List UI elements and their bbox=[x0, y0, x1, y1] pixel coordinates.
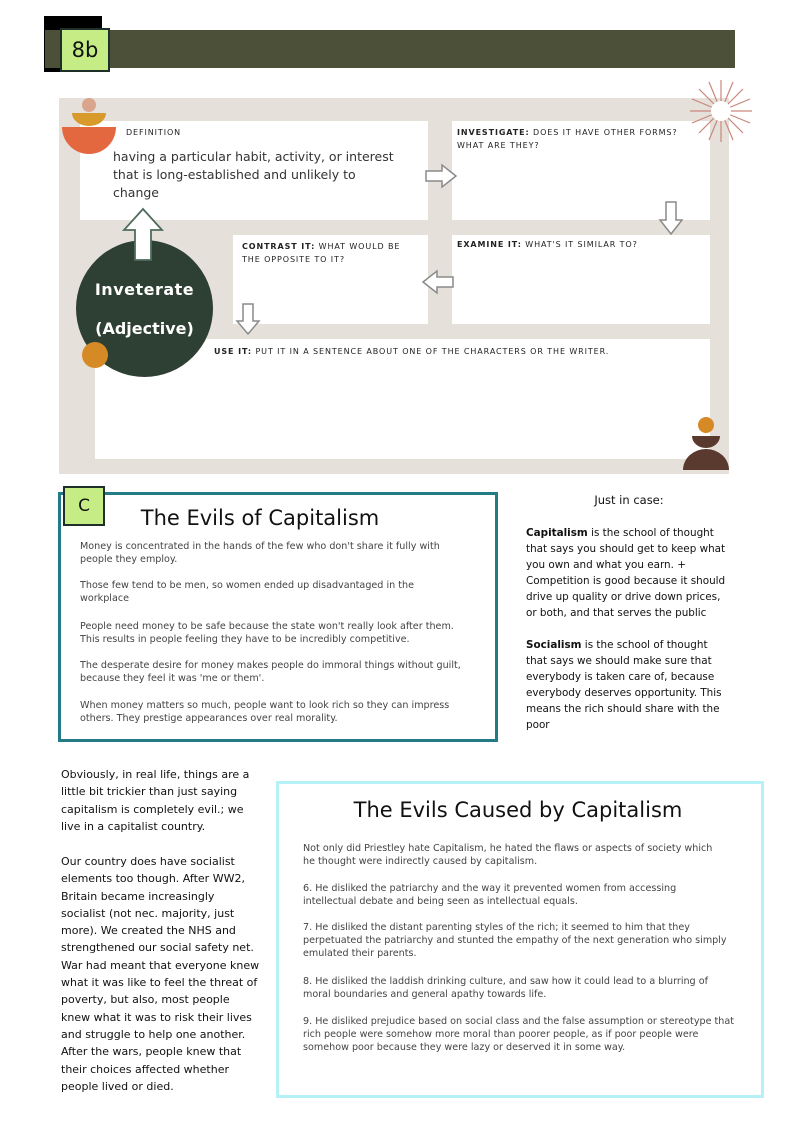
vocab-word: Inveterate bbox=[94, 279, 195, 299]
capitalism-point-1: Money is concentrated in the hands of the few who don't share it fully with people they employ. bbox=[80, 541, 440, 565]
section-badge-8b: 8b bbox=[60, 28, 110, 72]
investigate-label bbox=[457, 126, 702, 152]
arrow-down-icon bbox=[658, 200, 684, 236]
arrow-up-icon bbox=[120, 206, 166, 262]
evils-caused-point-8: 8. He disliked the laddish drinking culture, and saw how it could lead to a blurring of moral boundaries and general apathy towards life. bbox=[303, 976, 708, 1000]
investigate-label-bold: INVESTIGATE: bbox=[457, 128, 530, 137]
examine-label-text: WHAT'S IT SIMILAR TO? bbox=[521, 240, 638, 249]
top-left-decoration bbox=[60, 96, 118, 158]
header-bar bbox=[45, 30, 735, 68]
capitalism-description: is the school of thought that says you should get to keep what you own and what you earn. + Competition is good because it should drive up quality or drive down prices, or both, and that serves the public bbox=[526, 527, 726, 619]
investigate-label-text: DOES IT HAVE OTHER FORMS? WHAT ARE THEY? bbox=[457, 128, 678, 150]
sunburst-decoration bbox=[688, 78, 754, 144]
examine-label-bold: EXAMINE IT: bbox=[457, 240, 522, 249]
socialism-description: is the school of thought that says we should make sure that everybody is taken care of, because everybody deserves opportunity. This means the rich should share with the poor bbox=[526, 639, 722, 731]
evils-caused-title: The Evils Caused by Capitalism bbox=[353, 798, 683, 822]
arrow-left-icon bbox=[421, 269, 455, 295]
just-in-case-title: Just in case: bbox=[594, 493, 664, 507]
capitalism-point-3: People need money to be safe because the state won't really look after them. This results in people feeling they have to be incredibly competitive. bbox=[80, 621, 454, 645]
definition-text: having a particular habit, activity, or interest that is long-established and unlikely to change bbox=[113, 149, 394, 200]
use-it-label-bold: USE IT: bbox=[214, 347, 253, 356]
real-life-paragraph: Obviously, in real life, things are a little bit trickier than just saying capitalism is completely evil.; we live in a capitalist country. bbox=[61, 768, 250, 833]
capitalism-point-5: When money matters so much, people want to look rich so they can impress others. They prestige appearances over real morality. bbox=[80, 700, 450, 724]
capitalism-point-2: Those few tend to be men, so women ended up disadvantaged in the workplace bbox=[80, 580, 414, 604]
capitalism-point-4: The desperate desire for money makes people do immoral things without guilt, because they feel it was 'me or them'. bbox=[80, 660, 461, 684]
evils-caused-intro: Not only did Priestley hate Capitalism, he hated the flaws or aspects of society which he thought were indirectly caused by capitalism. bbox=[303, 843, 713, 867]
socialism-term: Socialism bbox=[526, 639, 582, 651]
use-it-label bbox=[214, 345, 694, 358]
evils-of-capitalism-title: The Evils of Capitalism bbox=[140, 506, 380, 530]
evils-caused-point-9: 9. He disliked prejudice based on social class and the false assumption or stereotype that rich people were somehow more moral than poorer people, as if poor people were somehow poor because they were lazy or deserved it in some way. bbox=[303, 1016, 735, 1053]
socialist-elements-paragraph: Our country does have socialist elements too though. After WW2, Britain became increasingly socialist (not nec. majority, just more). We created the NHS and strengthened our social safety net. War had meant that everyone knew what it was like to feel the threat of poverty, but also, most people knew what it was to risk their lives and struggle to help one another. After the wars, people knew that their choices affected whether people lived or died. bbox=[61, 855, 260, 1093]
capitalism-term: Capitalism bbox=[526, 527, 588, 539]
definition-label: DEFINITION bbox=[126, 128, 182, 137]
orange-dot-decoration bbox=[81, 341, 109, 369]
section-badge-c: C bbox=[63, 486, 105, 526]
contrast-label-bold: CONTRAST IT: bbox=[242, 242, 316, 251]
vocab-word-class: (Adjective) bbox=[95, 318, 194, 338]
capitalism-definition bbox=[526, 525, 734, 621]
contrast-label bbox=[242, 240, 422, 266]
arrow-down-small-icon bbox=[234, 302, 262, 336]
bottom-right-decoration bbox=[682, 416, 730, 472]
socialism-definition bbox=[526, 637, 726, 733]
evils-caused-point-6: 6. He disliked the patriarchy and the way it prevented women from accessing intellectual debate and being seen as intellectual equals. bbox=[303, 883, 677, 907]
examine-label bbox=[457, 238, 702, 251]
evils-caused-point-7: 7. He disliked the distant parenting styles of the rich; it seemed to him that they perpetuated the patriarchy and stunted the empathy of the next generation who simply emulated their parents. bbox=[303, 922, 727, 959]
contrast-label-text: WHAT WOULD BE THE OPPOSITE TO IT? bbox=[242, 242, 401, 264]
use-it-label-text: PUT IT IN A SENTENCE ABOUT ONE OF THE CHARACTERS OR THE WRITER. bbox=[252, 347, 610, 356]
arrow-right-icon bbox=[424, 163, 458, 189]
